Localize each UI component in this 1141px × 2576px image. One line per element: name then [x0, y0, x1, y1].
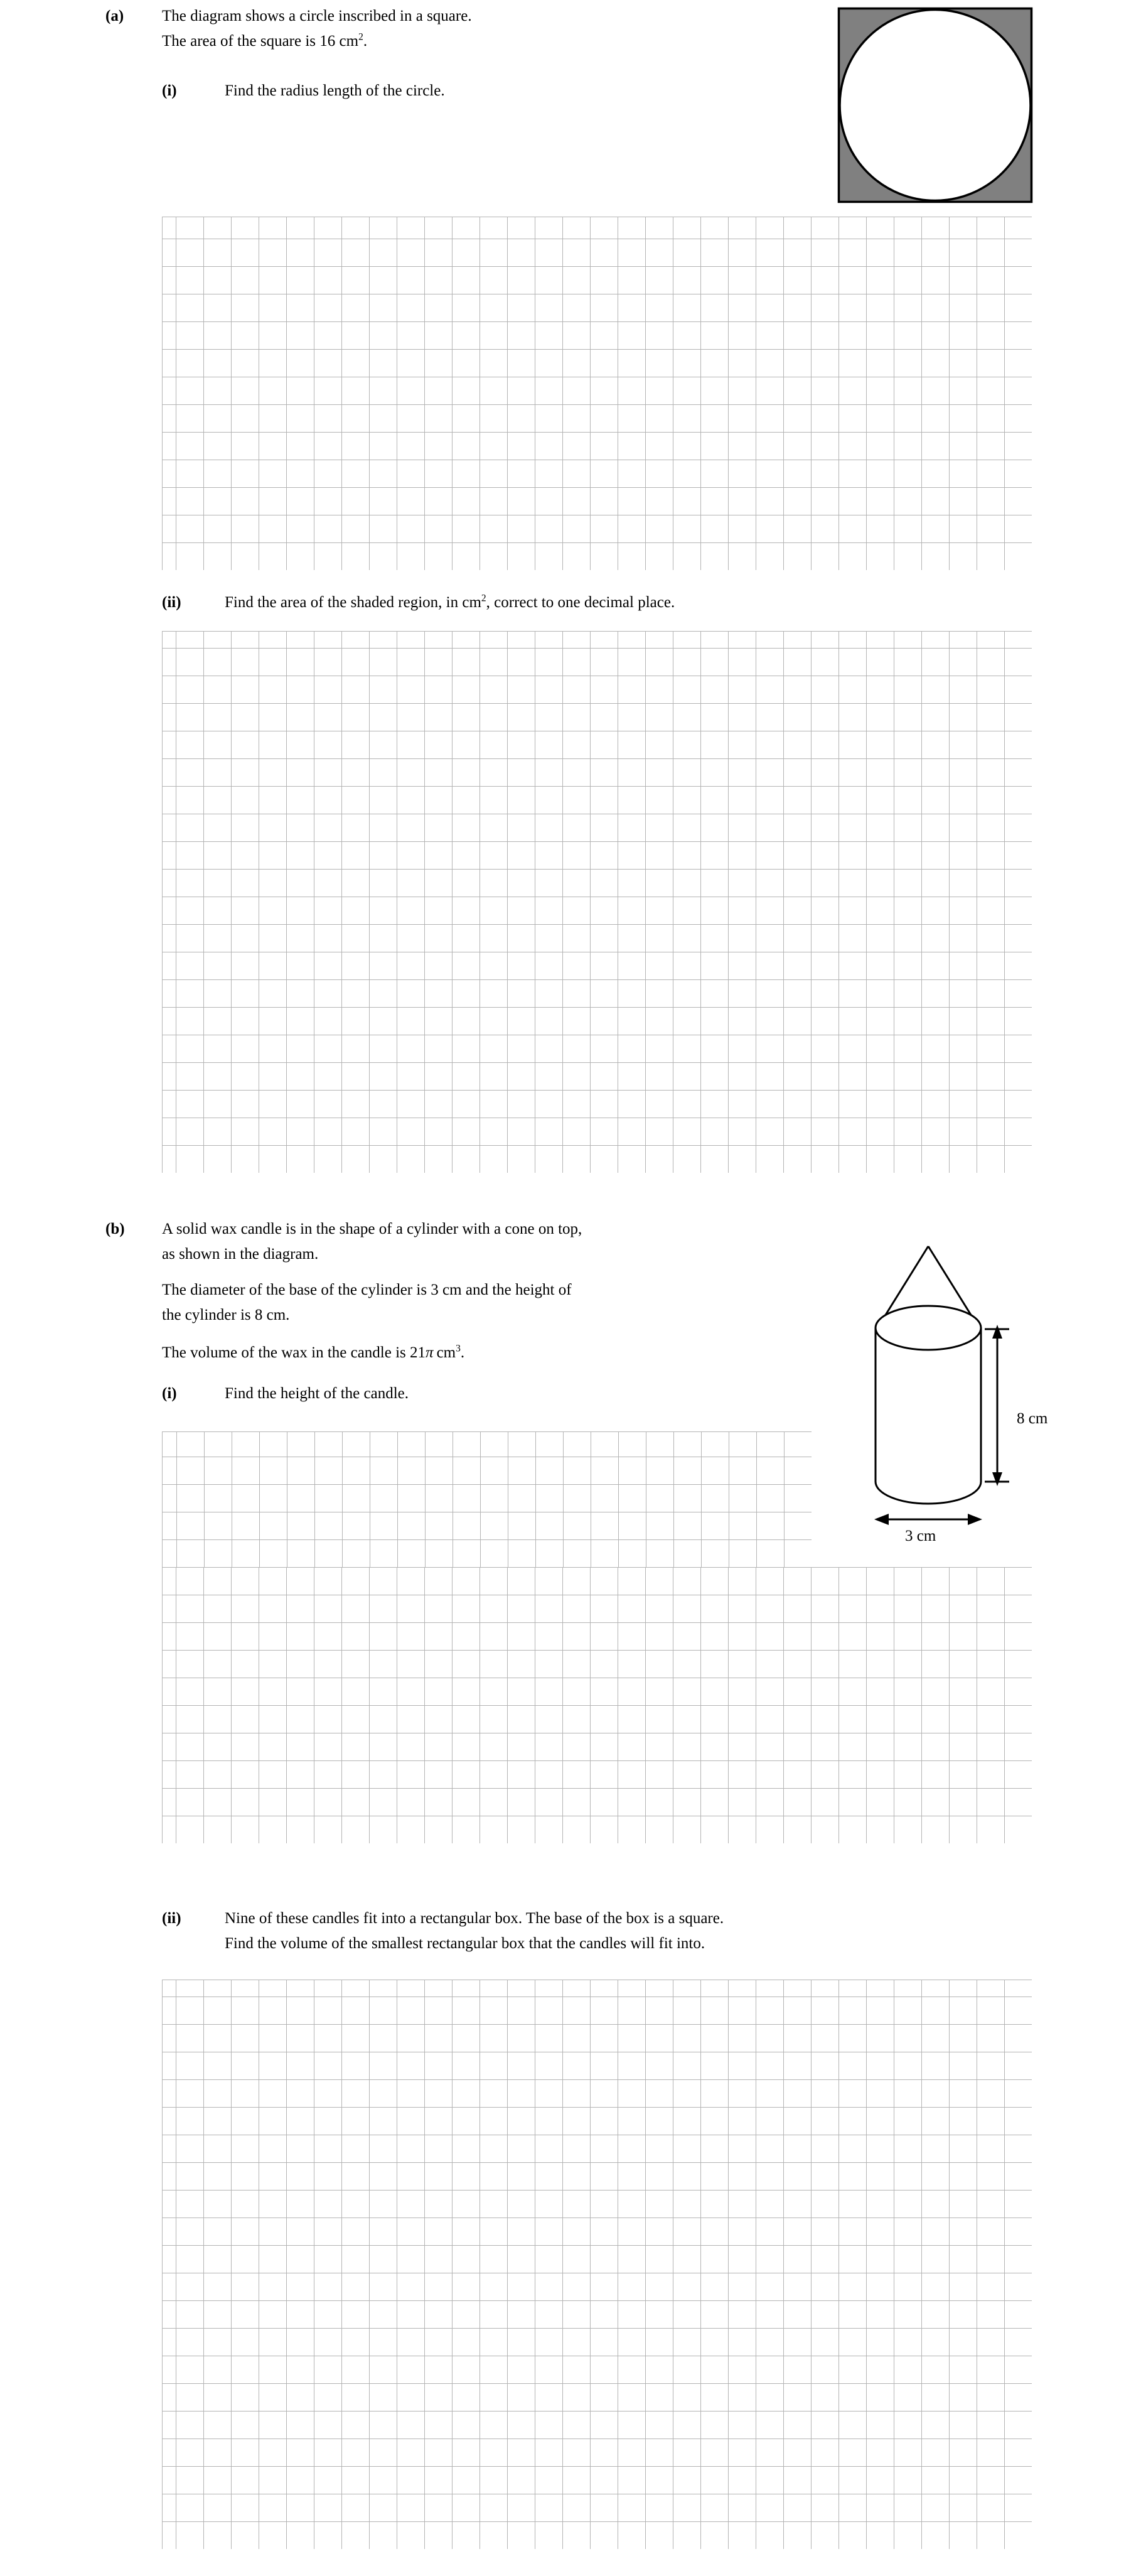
height-dimension-label: 8 cm — [1017, 1410, 1048, 1427]
exponent-2: 2 — [481, 593, 486, 604]
exponent-3: 3 — [456, 1343, 461, 1354]
question-label-b: (b) — [105, 1221, 125, 1237]
subquestion-b-ii-line-2: Find the volume of the smallest rectangular box that the candles will fit into. — [225, 1935, 705, 1952]
subquestion-label-a-i: (i) — [162, 82, 177, 99]
question-b-line-1: A solid wax candle is in the shape of a cylinder with a cone on top, — [162, 1221, 582, 1237]
answer-grid-a-i[interactable] — [162, 217, 1032, 570]
subquestion-label-b-ii: (ii) — [162, 1910, 181, 1927]
answer-grid-b-i-lower[interactable] — [162, 1567, 1032, 1843]
question-b-line-4: the cylinder is 8 cm. — [162, 1307, 290, 1323]
question-b-line-3: The diameter of the base of the cylinder is 3 cm and the height of — [162, 1281, 572, 1298]
question-a-line-1: The diagram shows a circle inscribed in a square. — [162, 8, 472, 24]
question-b-line-5-post: . — [460, 1344, 465, 1361]
answer-grid-a-ii[interactable] — [162, 631, 1032, 1173]
subquestion-b-i-text: Find the height of the candle. — [225, 1385, 409, 1402]
question-b-line-5-pre: The volume of the wax in the candle is — [162, 1344, 410, 1361]
circle-inscribed-in-square-diagram — [837, 6, 1034, 208]
subquestion-a-ii-text-post: , correct to one decimal place. — [486, 594, 675, 611]
question-b-line-2: as shown in the diagram. — [162, 1246, 319, 1263]
cylinder-with-cone-diagram — [854, 1231, 1054, 1560]
subquestion-b-ii-line-1: Nine of these candles fit into a rectangular box. The base of the box is a square. — [225, 1910, 724, 1927]
volume-value: 21 — [410, 1344, 426, 1361]
exponent-2: 2 — [358, 31, 363, 43]
pi-symbol: π — [426, 1344, 434, 1361]
question-a-line-2-post: . — [363, 33, 368, 50]
question-a-line-2 — [162, 29, 472, 54]
question-b-stem-1 — [162, 1217, 582, 1267]
question-b-stem-2 — [162, 1278, 572, 1328]
subquestion-label-a-ii: (ii) — [162, 594, 181, 611]
subquestion-a-ii-text — [225, 590, 675, 615]
question-a-stem — [162, 4, 472, 54]
subquestion-b-ii-text — [225, 1906, 724, 1956]
subquestion-a-ii-text-pre: Find the area of the shaded region, in cm — [225, 594, 481, 611]
question-a-line-2-pre: The area of the square is 16 — [162, 33, 340, 50]
subquestion-a-i-text: Find the radius length of the circle. — [225, 82, 445, 99]
unit-cm: cm — [339, 33, 359, 50]
question-b-stem-3 — [162, 1340, 464, 1366]
answer-grid-b-i-upper[interactable] — [162, 1431, 812, 1567]
subquestion-label-b-i: (i) — [162, 1385, 177, 1402]
diameter-dimension-label: 3 cm — [905, 1528, 936, 1544]
answer-grid-b-ii[interactable] — [162, 1980, 1032, 2549]
unit-cm: cm — [436, 1344, 456, 1361]
question-label-a: (a) — [105, 8, 124, 24]
